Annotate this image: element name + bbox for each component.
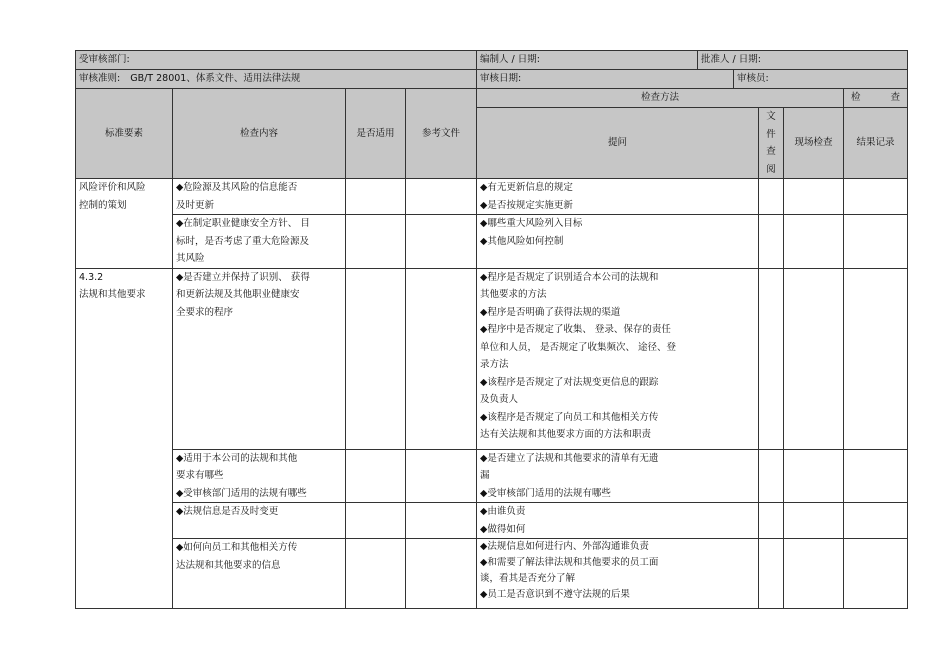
content-cell bbox=[173, 503, 346, 539]
question-line: ◆受审核部门适用的法规有哪些 bbox=[480, 487, 611, 499]
applicable-cell bbox=[346, 179, 406, 215]
element-line: 控制的策划 bbox=[79, 199, 127, 211]
content-cell bbox=[173, 179, 346, 215]
question-cell bbox=[477, 539, 759, 609]
table-row bbox=[76, 539, 908, 609]
audit-date-label: 审核日期: bbox=[480, 73, 522, 84]
question-line: 录方法 bbox=[480, 359, 509, 370]
reference-cell bbox=[406, 539, 477, 609]
header-row-1 bbox=[76, 51, 908, 70]
question-cell bbox=[477, 268, 759, 449]
question-line: ◆法规信息如何进行内、外部沟通谁负责 bbox=[480, 541, 649, 552]
approver-date-label: 批准人 / 日期: bbox=[701, 54, 761, 65]
criteria-label: 审核准则: bbox=[79, 73, 121, 84]
content-line: ◆受审核部门适用的法规有哪些 bbox=[176, 487, 307, 499]
question-cell bbox=[477, 179, 759, 215]
question-line: ◆由谁负责 bbox=[480, 506, 526, 517]
audited-dept-label: 受审核部门: bbox=[79, 54, 130, 65]
content-line: 全要求的程序 bbox=[176, 306, 234, 318]
reference-cell bbox=[406, 179, 477, 215]
reference-cell bbox=[406, 503, 477, 539]
question-line: ◆和需要了解法律法规和其他要求的员工面 bbox=[480, 557, 659, 568]
element-line: 风险评价和风险 bbox=[79, 182, 146, 193]
col-element-header: 标准要素 bbox=[76, 89, 173, 179]
content-line: 要求有哪些 bbox=[176, 470, 224, 481]
criteria-value: GB/T 28001、体系文件、适用法律法规 bbox=[130, 73, 301, 84]
auditor-label: 审核员: bbox=[737, 73, 769, 84]
applicable-cell bbox=[346, 215, 406, 269]
doc-check-cell bbox=[759, 503, 784, 539]
col-result-word-2: 查 bbox=[890, 92, 901, 104]
element-line: 4.3.2 bbox=[79, 271, 104, 283]
content-line: 达法规和其他要求的信息 bbox=[176, 559, 281, 571]
content-line: ◆是否建立并保持了识别、 获得 bbox=[176, 271, 310, 283]
audited-dept-cell bbox=[76, 51, 477, 70]
question-line: 单位和人员， 是否规定了收集频次、 途径、登 bbox=[480, 341, 677, 353]
reference-cell bbox=[406, 268, 477, 449]
question-line: ◆是否按规定实施更新 bbox=[480, 199, 573, 211]
question-cell bbox=[477, 503, 759, 539]
site-check-cell bbox=[784, 449, 844, 503]
content-line: ◆如何向员工和其他相关方传 bbox=[176, 542, 298, 553]
applicable-cell bbox=[346, 449, 406, 503]
header-row-2 bbox=[76, 70, 908, 89]
col-result-word-1: 检 bbox=[851, 92, 861, 104]
applicable-cell bbox=[346, 539, 406, 609]
result-cell bbox=[844, 503, 908, 539]
applicable-cell bbox=[346, 268, 406, 449]
question-line: ◆做得如何 bbox=[480, 523, 526, 535]
col-site-check-header: 现场检查 bbox=[784, 108, 844, 179]
content-cell bbox=[173, 539, 346, 609]
table-row bbox=[76, 449, 908, 503]
col-doc-check-header: 文件查阅 bbox=[759, 108, 784, 179]
result-cell bbox=[844, 215, 908, 269]
question-cell bbox=[477, 449, 759, 503]
audit-checklist-table bbox=[75, 50, 908, 609]
site-check-cell bbox=[784, 215, 844, 269]
applicable-cell bbox=[346, 503, 406, 539]
content-line: 和更新法规及其他职业健康安 bbox=[176, 289, 300, 300]
site-check-cell bbox=[784, 539, 844, 609]
element-cell bbox=[76, 179, 173, 269]
col-reference-header: 参考文件 bbox=[406, 89, 477, 179]
doc-check-cell bbox=[759, 179, 784, 215]
doc-check-cell bbox=[759, 449, 784, 503]
question-line: 其他要求的方法 bbox=[480, 289, 547, 300]
question-cell bbox=[477, 215, 759, 269]
question-line: ◆有无更新信息的规定 bbox=[480, 182, 573, 193]
question-line: ◆员工是否意识到不遵守法规的后果 bbox=[480, 589, 630, 600]
result-cell bbox=[844, 179, 908, 215]
content-line: ◆在制定职业健康安全方针、 目 bbox=[176, 218, 310, 229]
doc-check-cell bbox=[759, 539, 784, 609]
content-line: 及时更新 bbox=[176, 199, 215, 211]
col-question-header: 提问 bbox=[477, 108, 759, 179]
auditor-cell bbox=[734, 70, 908, 89]
content-line: ◆适用于本公司的法规和其他 bbox=[176, 452, 298, 464]
audit-date-cell bbox=[477, 70, 734, 89]
doc-check-cell bbox=[759, 268, 784, 449]
col-result-header-top bbox=[844, 89, 908, 108]
question-line: 及负责人 bbox=[480, 394, 519, 405]
compiler-date-label: 编制人 / 日期: bbox=[480, 54, 540, 65]
doc-check-cell bbox=[759, 215, 784, 269]
site-check-cell bbox=[784, 268, 844, 449]
reference-cell bbox=[406, 215, 477, 269]
audit-checklist-sheet bbox=[75, 50, 907, 609]
question-line: ◆是否建立了法规和其他要求的清单有无遗 bbox=[480, 452, 659, 464]
site-check-cell bbox=[784, 503, 844, 539]
element-cell bbox=[76, 268, 173, 609]
content-line: 其风险 bbox=[176, 253, 205, 264]
col-content-header: 检查内容 bbox=[173, 89, 346, 179]
question-line: ◆程序中是否规定了收集、 登录、保存的责任 bbox=[480, 324, 671, 335]
table-row bbox=[76, 215, 908, 269]
question-line: ◆程序是否明确了获得法规的渠道 bbox=[480, 306, 621, 318]
question-line: 达有关法规和其他要求方面的方法和职责 bbox=[480, 429, 652, 440]
criteria-cell bbox=[76, 70, 477, 89]
column-header-row-1 bbox=[76, 89, 908, 108]
question-line: ◆该程序是否规定了对法规变更信息的跟踪 bbox=[480, 376, 659, 388]
col-result-header-bottom: 结果记录 bbox=[844, 108, 908, 179]
question-line: 漏 bbox=[480, 470, 490, 481]
question-line: ◆哪些重大风险列入目标 bbox=[480, 218, 583, 229]
question-line: ◆其他风险如何控制 bbox=[480, 235, 564, 247]
site-check-cell bbox=[784, 179, 844, 215]
reference-cell bbox=[406, 449, 477, 503]
content-cell bbox=[173, 268, 346, 449]
content-cell bbox=[173, 215, 346, 269]
question-line: ◆程序是否规定了识别适合本公司的法规和 bbox=[480, 271, 659, 283]
content-line: ◆法规信息是否及时变更 bbox=[176, 506, 279, 517]
table-row bbox=[76, 179, 908, 215]
result-cell bbox=[844, 539, 908, 609]
result-cell bbox=[844, 449, 908, 503]
question-line: 谈，看其是否充分了解 bbox=[480, 573, 576, 584]
col-applicable-header: 是否适用 bbox=[346, 89, 406, 179]
content-line: ◆危险源及其风险的信息能否 bbox=[176, 182, 298, 193]
compiler-date-cell bbox=[477, 51, 698, 70]
approver-date-cell bbox=[698, 51, 908, 70]
table-row bbox=[76, 268, 908, 449]
element-line: 法规和其他要求 bbox=[79, 289, 146, 300]
content-line: 标时，是否考虑了重大危险源及 bbox=[176, 235, 310, 247]
col-method-header: 检查方法 bbox=[477, 89, 844, 108]
result-cell bbox=[844, 268, 908, 449]
table-row bbox=[76, 503, 908, 539]
question-line: ◆该程序是否规定了向员工和其他相关方传 bbox=[480, 411, 659, 423]
content-cell bbox=[173, 449, 346, 503]
